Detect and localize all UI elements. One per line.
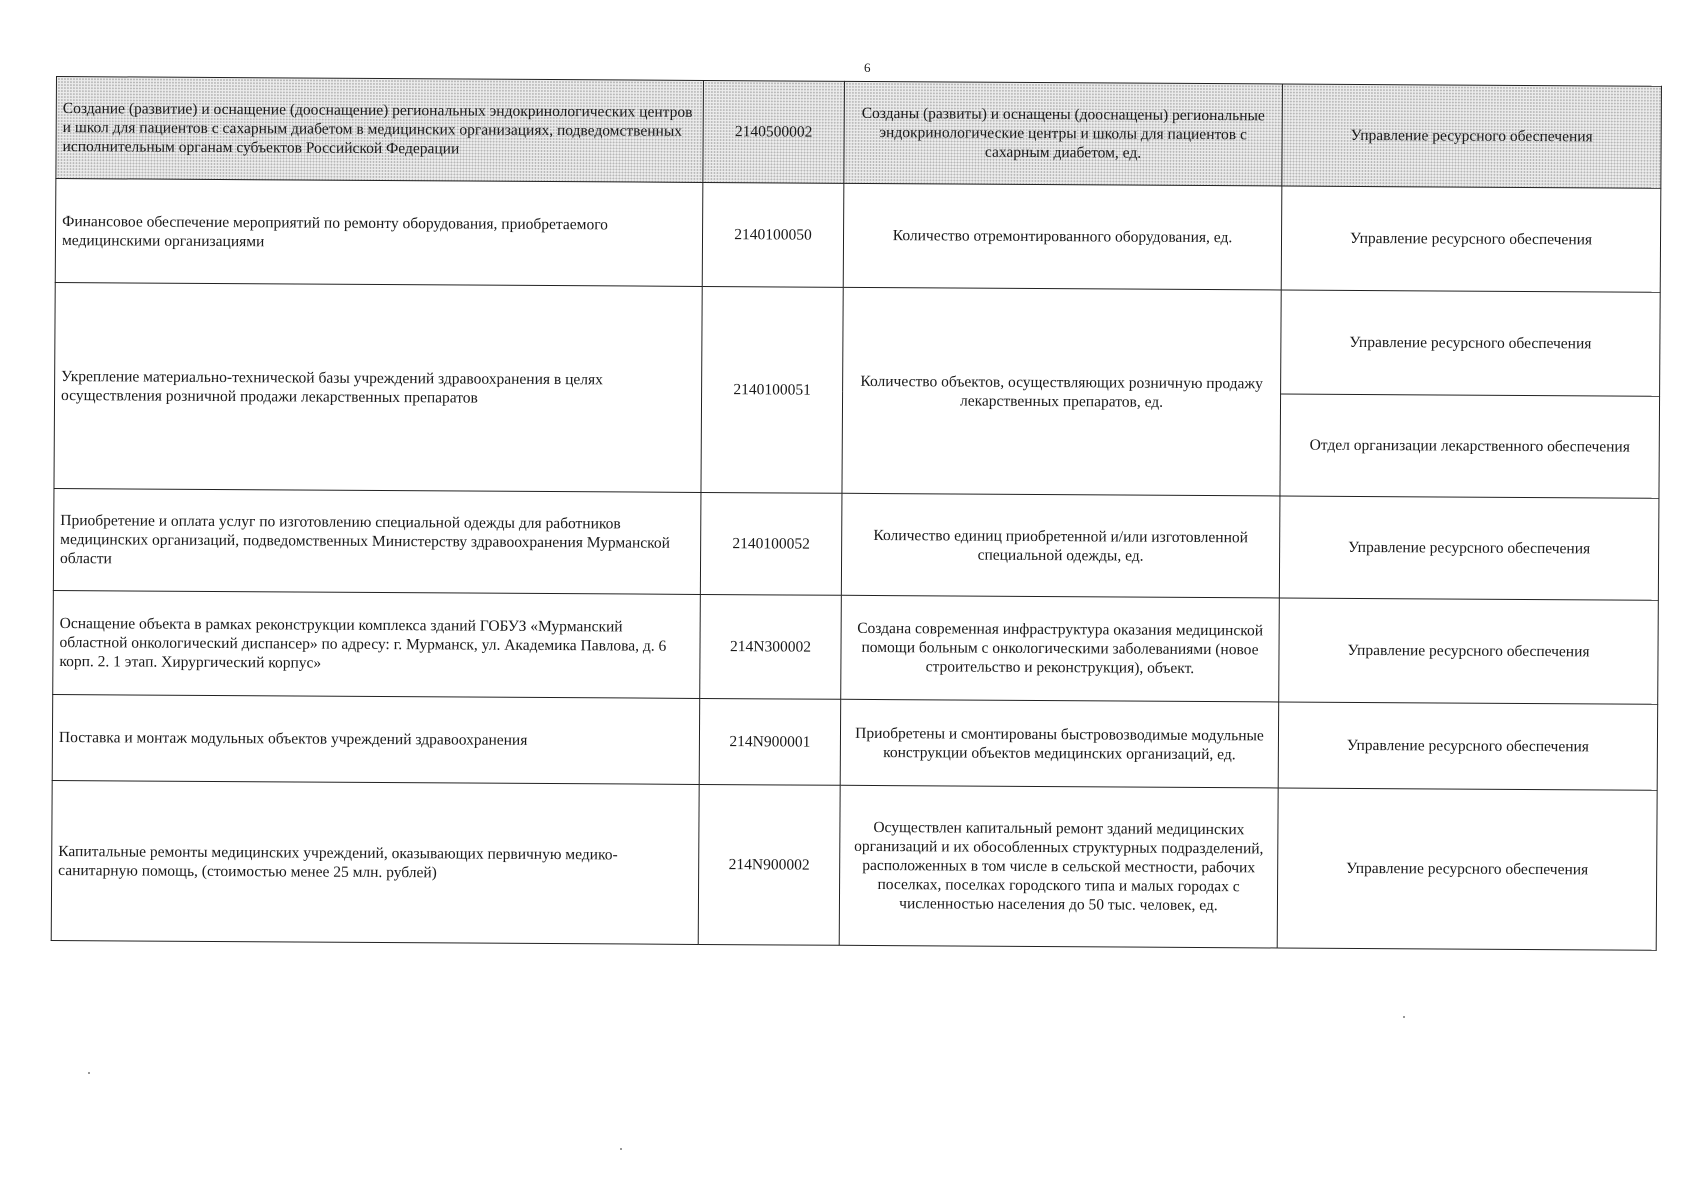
- event-cell: Поставка и монтаж модульных объектов учреждений здравоохранения: [52, 694, 700, 784]
- result-cell: Количество отремонтированного оборудования, ед.: [843, 183, 1282, 290]
- result-cell: Количество единиц приобретенной и/или изготовленной специальной одежды, ед.: [841, 493, 1280, 598]
- department-cell: Управление ресурсного обеспечения: [1279, 598, 1659, 704]
- code-cell: 2140500002: [703, 80, 845, 183]
- table-row: [53, 590, 1659, 704]
- department-cell: Управление ресурсного обеспечения: [1281, 186, 1661, 292]
- event-cell: Укрепление материально-технической базы учреждений здравоохранения в целях осуществления розничной продажи лекарственных препаратов: [54, 282, 702, 492]
- scan-speck: [620, 1148, 622, 1150]
- scan-speck: [1403, 1016, 1405, 1018]
- event-cell: Оснащение объекта в рамках реконструкции комплекса зданий ГОБУЗ «Мурманский областной онкологический диспансер» по адресу: г. Мурманск, ул. Академика Павлова, д. 6 корп. 2. 1 этап. Хирургический корпус»: [53, 590, 701, 698]
- event-cell: Капитальные ремонты медицинских учреждений, оказывающих первичную медико-санитарную помощь, (стоимостью менее 25 млн. рублей): [51, 780, 699, 944]
- result-cell: Созданы (развиты) и оснащены (дооснащены) региональные эндокринологические центры и школы для пациентов с сахарным диабетом, ед.: [844, 81, 1283, 186]
- result-cell: Осуществлен капитальный ремонт зданий медицинских организаций и их обособленных структурных подразделений, расположенных в том числе в сельской местности, рабочих поселках, поселках городского типа и малых городах с численностью населения до 50 тыс. человек, ед.: [839, 785, 1278, 948]
- table-row: [52, 694, 1657, 790]
- department-cell: Управление ресурсного обеспечения: [1279, 496, 1659, 600]
- table-row: [56, 77, 1662, 189]
- result-cell: Количество объектов, осуществляющих розничную продажу лекарственных препаратов, ед.: [842, 287, 1281, 496]
- code-cell: 214N300002: [700, 594, 842, 699]
- table-row: [51, 780, 1657, 950]
- page-number: 6: [864, 60, 871, 75]
- event-cell: Создание (развитие) и оснащение (дооснащение) региональных эндокринологических центров и школ для пациентов с сахарным диабетом в медицинских организациях, подведомственных исполнительным органам субъектов Российской Федерации: [56, 77, 704, 183]
- department-cell: Управление ресурсного обеспечения: [1282, 84, 1662, 188]
- code-cell: 2140100052: [700, 492, 842, 595]
- table-row: [53, 488, 1659, 600]
- code-cell: 2140100051: [701, 286, 843, 493]
- table-row: [55, 179, 1661, 293]
- department-cell: Управление ресурсного обеспечения: [1277, 788, 1657, 950]
- code-cell: 2140100050: [702, 182, 844, 287]
- department-cell: Управление ресурсного обеспечения: [1278, 702, 1658, 790]
- result-cell: Создана современная инфраструктура оказания медицинской помощи больным с онкологическими заболеваниями (новое строительство и реконструкция), объект.: [841, 595, 1280, 702]
- table-row: [55, 282, 1661, 396]
- department-cell: Отдел организации лекарственного обеспечения: [1280, 394, 1660, 498]
- event-cell: Приобретение и оплата услуг по изготовлению специальной одежды для работников медицинских организаций, подведомственных Министерству здравоохранения Мурманской области: [53, 488, 701, 594]
- result-cell: Приобретены и смонтированы быстровозводимые модульные конструкции объектов медицинских организаций, ед.: [840, 699, 1279, 788]
- event-cell: Финансовое обеспечение мероприятий по ремонту оборудования, приобретаемого медицинскими организациями: [55, 179, 703, 287]
- scan-speck: [88, 1072, 90, 1074]
- code-cell: 214N900001: [699, 698, 841, 785]
- code-cell: 214N900002: [698, 784, 840, 945]
- activities-table: [51, 76, 1662, 951]
- department-cell: Управление ресурсного обеспечения: [1281, 290, 1661, 396]
